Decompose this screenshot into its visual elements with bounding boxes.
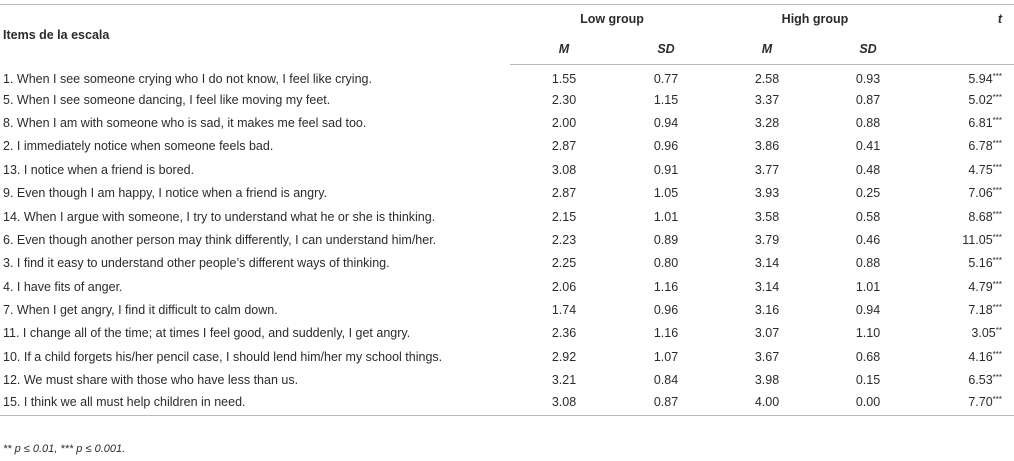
t-value-cell [916,158,1014,181]
significance-marker: *** [992,139,1002,149]
item-text: 9. Even though I am happy, I notice when a friend is angry. [3,186,328,201]
low-sd-value: 0.80 [653,256,679,271]
low-m-value: 1.55 [551,72,577,87]
t-value: 4.79 [968,279,993,294]
low-m-header: M [510,33,618,65]
t-value: 11.05 [962,232,993,247]
t-value-cell [916,228,1014,251]
table-row [0,275,1014,298]
table-row [0,205,1014,228]
t-value: 4.75 [968,162,993,177]
low-m-value: 2.30 [551,92,577,107]
low-sd-value: 1.16 [653,279,679,294]
t-value-cell [916,322,1014,345]
significance-marker: *** [992,72,1002,82]
low-sd-value: 0.87 [618,392,714,415]
significance-marker: *** [992,162,1002,172]
high-m-header: M [714,33,820,65]
high-m-value: 3.16 [754,303,780,318]
high-sd-value: 0.41 [855,139,881,154]
table-row [0,392,1014,415]
high-sd-header: SD [820,33,916,65]
item-text: 4. I have fits of anger. [3,279,123,294]
t-value-cell [916,345,1014,368]
low-sd-value: 1.07 [653,349,679,364]
high-sd-value: 0.00 [820,392,916,415]
item-text: 13. I notice when a friend is bored. [3,162,195,177]
low-sd-value: 0.77 [653,72,679,87]
low-m-value: 2.92 [551,349,577,364]
low-sd-value: 1.05 [653,186,679,201]
table-row [0,345,1014,368]
table-body [0,65,1014,416]
low-sd-value: 0.89 [653,232,679,247]
high-m-value: 3.93 [754,186,780,201]
item-text: 1. When I see someone crying who I do not know, I feel like crying. [3,72,372,87]
t-value-cell [916,65,1014,88]
low-m-value: 3.21 [551,373,577,388]
high-group-header: High group [714,5,916,34]
t-value-cell [916,252,1014,275]
t-value: 7.70 [968,394,993,409]
low-sd-value: 1.01 [653,209,679,224]
low-sd-value: 0.94 [653,115,679,130]
low-m-value: 3.08 [510,392,618,415]
significance-marker: *** [992,256,1002,266]
high-sd-value: 0.58 [855,209,881,224]
high-m-value: 3.77 [754,162,780,177]
high-m-value: 3.07 [754,326,780,341]
t-value: 3.05 [971,326,996,341]
low-group-header: Low group [510,5,714,34]
t-value: 5.16 [968,256,993,271]
low-sd-value: 0.96 [653,303,679,318]
high-sd-value: 1.01 [855,279,881,294]
t-value: 5.94 [968,72,993,87]
results-table [0,4,1014,416]
high-m-value: 3.14 [754,279,780,294]
low-m-value: 2.06 [551,279,577,294]
low-m-value: 2.15 [551,209,577,224]
t-value-cell [916,181,1014,204]
low-m-value: 2.87 [551,139,577,154]
high-m-value: 3.98 [754,373,780,388]
t-value-cell [916,392,1014,415]
table-row [0,322,1014,345]
high-sd-value: 0.68 [855,349,881,364]
t-value: 4.16 [968,349,993,364]
low-m-value: 1.74 [551,303,577,318]
low-m-value: 2.36 [551,326,577,341]
table-row [0,88,1014,111]
low-sd-header: SD [618,33,714,65]
item-text: 10. If a child forgets his/her pencil case, I should lend him/her my school things. [3,349,443,364]
significance-marker: *** [992,279,1002,289]
t-value: 6.78 [968,139,993,154]
significance-marker: *** [992,92,1002,102]
t-value-cell [916,298,1014,321]
significance-marker: *** [992,303,1002,313]
low-m-value: 2.23 [551,232,577,247]
high-sd-value: 0.94 [855,303,881,318]
item-text: 11. I change all of the time; at times I feel good, and suddenly, I get angry. [3,326,411,341]
t-value-cell [916,88,1014,111]
low-m-value: 2.87 [551,186,577,201]
significance-marker: *** [992,349,1002,359]
low-sd-value: 1.15 [653,92,679,107]
high-m-value: 3.79 [754,232,780,247]
table-header [0,5,1014,65]
t-value: 6.81 [968,115,993,130]
high-sd-value: 0.88 [855,115,881,130]
t-value: 5.02 [968,92,993,107]
low-m-value: 3.08 [551,162,577,177]
t-value-cell [916,205,1014,228]
low-sd-value: 0.84 [653,373,679,388]
high-sd-value: 0.15 [855,373,881,388]
significance-marker: *** [992,373,1002,383]
t-value-cell [916,369,1014,392]
high-m-value: 3.58 [754,209,780,224]
t-value-cell [916,135,1014,158]
high-sd-value: 0.87 [855,92,881,107]
high-m-value: 3.37 [754,92,780,107]
item-text: 7. When I get angry, I find it difficult to calm down. [3,303,278,318]
table-row [0,228,1014,251]
high-sd-value: 0.25 [855,186,881,201]
low-m-value: 2.25 [551,256,577,271]
item-text: 14. When I argue with someone, I try to understand what he or she is thinking. [3,209,436,224]
significance-marker: ** [995,326,1002,336]
table-row [0,181,1014,204]
table-row [0,135,1014,158]
significance-marker: *** [992,209,1002,219]
high-sd-value: 0.93 [855,72,881,87]
high-m-value: 3.67 [754,349,780,364]
item-text: 15. I think we all must help children in need. [0,392,510,415]
high-m-value: 4.00 [714,392,820,415]
significance-marker: *** [992,115,1002,125]
table-row [0,65,1014,88]
t-value: 6.53 [968,373,993,388]
t-value-cell [916,275,1014,298]
t-value-cell [916,111,1014,134]
t-value: 8.68 [968,209,993,224]
item-text: 2. I immediately notice when someone feels bad. [3,139,274,154]
table-row [0,369,1014,392]
table-row [0,252,1014,275]
high-sd-value: 0.48 [855,162,881,177]
high-m-value: 3.86 [754,139,780,154]
t-subheader-empty [916,33,1014,65]
low-sd-value: 0.91 [653,162,679,177]
item-text: 5. When I see someone dancing, I feel like moving my feet. [3,92,331,107]
item-text: 6. Even though another person may think differently, I can understand him/her. [3,232,437,247]
low-m-value: 2.00 [551,115,577,130]
significance-marker: *** [992,394,1002,404]
item-text: 12. We must share with those who have less than us. [3,373,299,388]
high-sd-value: 1.10 [855,326,881,341]
significance-marker: *** [992,186,1002,196]
high-m-value: 3.14 [754,256,780,271]
items-column-header: Items de la escala [0,5,510,65]
t-value: 7.06 [968,186,993,201]
high-m-value: 2.58 [754,72,780,87]
high-sd-value: 0.88 [855,256,881,271]
item-text: 8. When I am with someone who is sad, it makes me feel sad too. [3,115,367,130]
high-m-value: 3.28 [754,115,780,130]
low-sd-value: 1.16 [653,326,679,341]
table-row [0,111,1014,134]
significance-marker: *** [992,232,1002,242]
footnote: ** p ≤ 0.01, *** p ≤ 0.001. [3,443,126,455]
t-value: 7.18 [968,303,993,318]
low-sd-value: 0.96 [653,139,679,154]
table-row [0,298,1014,321]
item-text: 3. I find it easy to understand other people’s different ways of thinking. [3,256,390,271]
t-column-header: t [916,5,1014,34]
high-sd-value: 0.46 [855,232,881,247]
table-row [0,158,1014,181]
